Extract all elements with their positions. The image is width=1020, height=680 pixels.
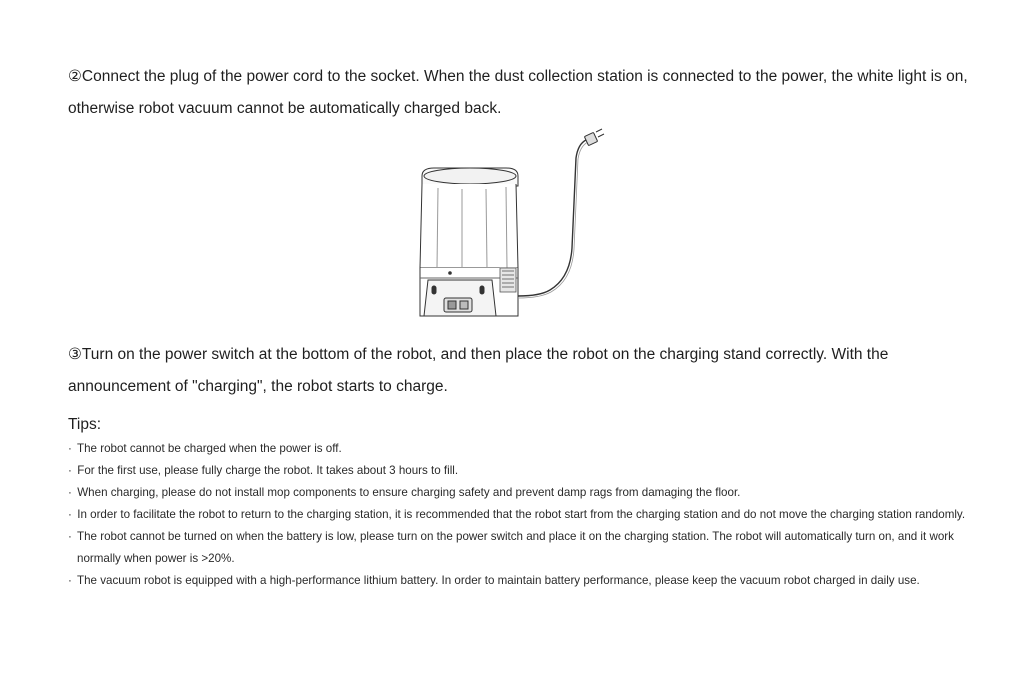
tip-text: When charging, please do not install mop components to ensure charging safety and prevent damp rags from damaging the floor.	[77, 486, 741, 499]
list-item	[68, 570, 968, 592]
dust-collection-station-icon	[410, 128, 615, 323]
bullet: ·	[68, 530, 72, 543]
list-item	[68, 438, 968, 460]
list-item	[68, 504, 968, 526]
tip-text: For the first use, please fully charge the robot. It takes about 3 hours to fill.	[77, 464, 459, 477]
tip-text: In order to facilitate the robot to return to the charging station, it is recommended that the robot start from the charging station and do not move the charging station randomly.	[77, 508, 966, 521]
bullet: ·	[68, 442, 72, 455]
tips-heading: Tips:	[68, 416, 102, 433]
step-3-instruction: ③Turn on the power switch at the bottom of the robot, and then place the robot on the charging stand correctly. With the announcement of "charging", the robot starts to charge.	[68, 346, 889, 395]
list-item	[68, 526, 968, 570]
tip-text: The robot cannot be charged when the power is off.	[77, 442, 342, 455]
tip-text: The robot cannot be turned on when the battery is low, please turn on the power switch and place it on the charging station. The robot will automatically turn on, and it work normally when power is >20%.	[77, 530, 954, 565]
list-item	[68, 460, 968, 482]
bullet: ·	[68, 508, 72, 521]
tips-list	[68, 438, 968, 592]
bullet: ·	[68, 464, 72, 477]
list-item	[68, 482, 968, 504]
tip-text: The vacuum robot is equipped with a high-performance lithium battery. In order to maintain battery performance, please keep the vacuum robot charged in daily use.	[77, 574, 920, 587]
step-2-instruction: ②Connect the plug of the power cord to the socket. When the dust collection station is connected to the power, the white light is on, otherwise robot vacuum cannot be automatically charged back.	[68, 68, 968, 117]
bullet: ·	[68, 486, 72, 499]
bullet: ·	[68, 574, 72, 587]
